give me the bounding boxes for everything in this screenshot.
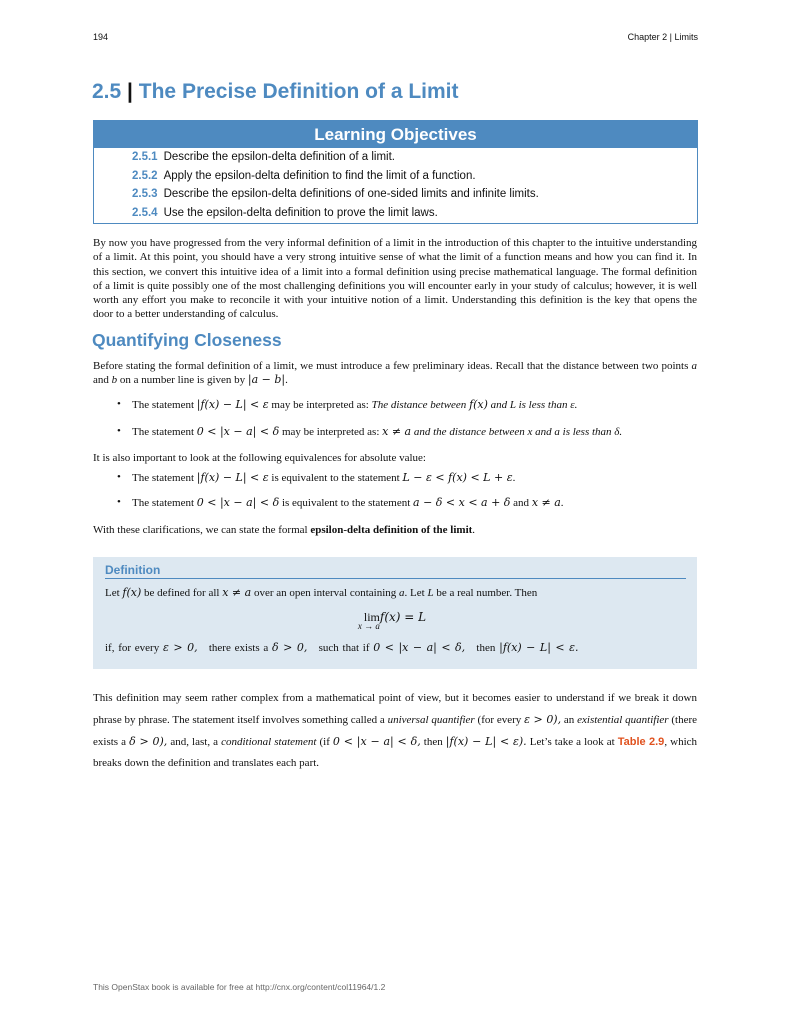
objective-number: 2.5.1: [132, 151, 158, 163]
section-title-text: The Precise Definition of a Limit: [138, 80, 459, 103]
footer-note: This OpenStax book is available for free at http://cnx.org/content/col11964/1.2: [93, 982, 386, 992]
objective-number: 2.5.4: [132, 206, 158, 219]
objective-number: 2.5.3: [132, 188, 158, 200]
definition-line-3: if, for every ε > 0, there exists a δ > 0, such that if 0 < |x − a| < δ, then |f(x) − L| < ε.: [105, 641, 579, 654]
objective-text: Describe the epsilon-delta definition of a limit.: [163, 151, 395, 163]
objective-text: Apply the epsilon-delta definition to find the limit of a function.: [163, 169, 476, 182]
learning-objectives-box: [93, 120, 698, 224]
section-title: 2.5 | The Precise Definition of a Limit: [92, 80, 459, 103]
bullet-item: • The statement |f(x) − L| < ε may be interpreted as: The distance between f(x) and L is less than ε.: [117, 398, 577, 411]
objective-item: [132, 167, 697, 186]
definition-title: Definition: [105, 563, 686, 579]
objective-text: Describe the epsilon-delta definitions of one-sided limits and infinite limits.: [163, 188, 539, 200]
paragraph-equivalences: It is also important to look at the following equivalences for absolute value:: [93, 452, 426, 464]
objective-number: 2.5.2: [132, 169, 158, 182]
learning-objectives-heading: Learning Objectives: [94, 121, 697, 148]
bullet-item: • The statement 0 < |x − a| < δ is equivalent to the statement a − δ < x < a + δ and x ≠ a.: [117, 496, 564, 509]
paragraph-distance: Before stating the formal definition of a limit, we must introduce a few preliminary ideas. Recall that the distance between two points a and b on a number line is given by |a − b|.: [93, 360, 697, 387]
closing-paragraph: This definition may seem rather complex from a mathematical point of view, but it becomes easier to understand if we break it down phrase by phrase. The statement itself involves something called a universal quantifier (for every ε > 0), an existential quantifier (there exists a δ > 0), and, last, a conditional statement (if 0 < |x − a| < δ, then |f(x) − L| < ε). Let’s take a look at Table 2.9, which breaks down the definition and translates each part.: [93, 692, 698, 769]
objective-item: [132, 185, 697, 204]
objective-item: [132, 204, 697, 223]
bullet-item: • The statement |f(x) − L| < ε is equivalent to the statement L − ε < f(x) < L + ε.: [117, 471, 515, 484]
definition-box: [93, 557, 697, 669]
objective-text: Use the epsilon-delta definition to prove the limit laws.: [163, 206, 438, 219]
bullet-item: • The statement 0 < |x − a| < δ may be interpreted as: x ≠ a and the distance between x and a is less than δ.: [117, 425, 622, 438]
section-number: 2.5: [92, 80, 122, 103]
running-header: Chapter 2 | Limits: [627, 32, 698, 42]
limit-formula: lim x → a f(x) = L: [357, 610, 427, 631]
table-2-9-link[interactable]: Table 2.9: [617, 736, 665, 748]
paragraph-clarifications: With these clarifications, we can state the formal epsilon-delta definition of the limit.: [93, 524, 476, 536]
intro-paragraph: By now you have progressed from the very informal definition of a limit in the introduction of this chapter to the intuitive understanding of a limit. At this point, you should have a very strong intuitive sense of what the limit of a function means and how you can find it. In this section, we convert this intuitive idea of a limit into a formal definition using precise mathematical language. The formal definition of a limit is quite possibly one of the most challenging definitions you will encounter early in your study of calculus; however, it is well worth any effort you make to reconcile it with your intuitive notion of a limit. Understanding this definition is the key that opens the door to a better understanding of calculus.: [93, 237, 697, 321]
page-number: 194: [93, 32, 109, 42]
definition-line-1: Let f(x) be defined for all x ≠ a over an open interval containing a. Let L be a real number. Then: [105, 586, 538, 599]
subsection-heading: Quantifying Closeness: [92, 330, 282, 350]
objective-item: [132, 148, 697, 167]
